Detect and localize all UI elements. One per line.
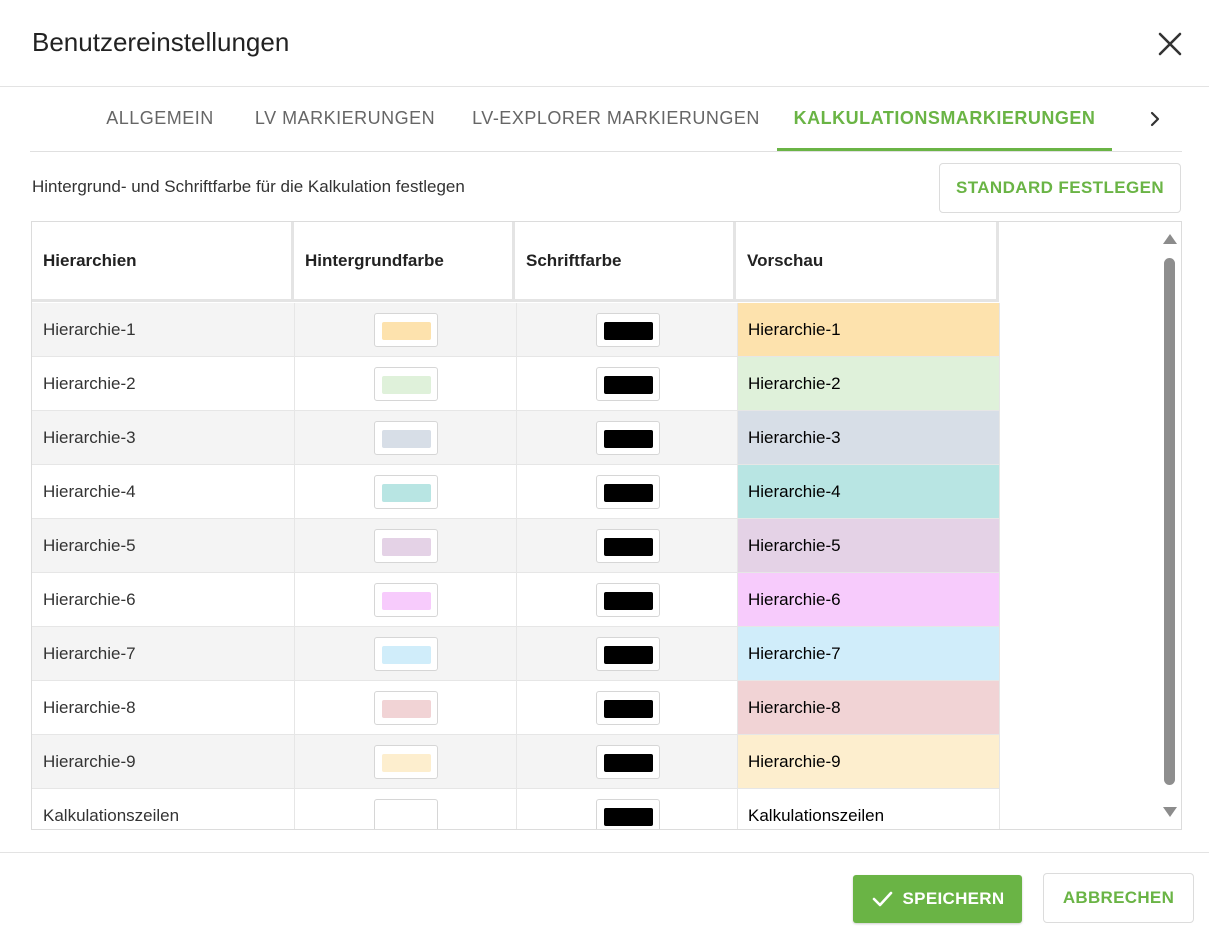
table-scrollbar[interactable] [1158,222,1180,828]
background-color-picker[interactable] [374,421,438,455]
color-swatch [604,700,653,718]
hierarchy-name: Kalkulationszeilen [32,789,295,830]
preview-cell: Hierarchie-2 [738,357,1000,410]
hierarchy-name: Hierarchie-9 [32,735,295,788]
footer-divider [0,852,1209,853]
font-color-picker[interactable] [596,691,660,725]
tab-bar [0,87,1209,151]
table-row [32,411,1000,465]
color-swatch [382,754,431,772]
check-icon [871,888,893,910]
hierarchy-name: Hierarchie-8 [32,681,295,734]
font-color-picker-cell [517,735,738,788]
hierarchy-name: Hierarchie-4 [32,465,295,518]
background-color-picker[interactable] [374,691,438,725]
background-color-picker[interactable] [374,799,438,830]
tab-lv-explorer-markierungen[interactable]: LV-EXPLORER MARKIERUNGEN [472,108,760,128]
table-row [32,465,1000,519]
color-swatch [604,646,653,664]
column-header-hintergrundfarbe[interactable]: Hintergrundfarbe [294,222,515,302]
table-row [32,735,1000,789]
font-color-picker-cell [517,789,738,830]
background-color-picker-cell [295,627,517,680]
color-swatch [382,376,431,394]
font-color-picker[interactable] [596,745,660,779]
font-color-picker[interactable] [596,799,660,830]
font-color-picker[interactable] [596,313,660,347]
background-color-picker[interactable] [374,529,438,563]
background-color-picker[interactable] [374,583,438,617]
preview-cell: Hierarchie-3 [738,411,1000,464]
hierarchy-name: Hierarchie-1 [32,303,295,356]
table-header [32,222,1000,302]
hierarchy-name: Hierarchie-3 [32,411,295,464]
table-row [32,789,1000,830]
color-swatch [382,700,431,718]
tab-lv-markierungen[interactable]: LV MARKIERUNGEN [254,108,436,128]
font-color-picker-cell [517,465,738,518]
background-color-picker-cell [295,411,517,464]
color-swatch [382,538,431,556]
background-color-picker-cell [295,357,517,410]
font-color-picker[interactable] [596,367,660,401]
save-button[interactable] [853,875,1022,923]
font-color-picker-cell [517,573,738,626]
preview-cell: Hierarchie-9 [738,735,1000,788]
color-swatch [382,646,431,664]
preview-cell: Hierarchie-8 [738,681,1000,734]
table-row [32,627,1000,681]
hierarchy-name: Hierarchie-5 [32,519,295,572]
font-color-picker-cell [517,681,738,734]
background-color-picker[interactable] [374,367,438,401]
preview-cell: Hierarchie-4 [738,465,1000,518]
dialog-header [0,0,1209,87]
preview-cell: Hierarchie-5 [738,519,1000,572]
font-color-picker-cell [517,411,738,464]
tab-divider [30,151,1182,152]
table-row [32,357,1000,411]
hierarchy-name: Hierarchie-6 [32,573,295,626]
hierarchy-name: Hierarchie-7 [32,627,295,680]
color-swatch [604,322,653,340]
font-color-picker-cell [517,627,738,680]
color-table [31,221,1182,830]
background-color-picker[interactable] [374,475,438,509]
cancel-button[interactable]: ABBRECHEN [1043,873,1194,923]
font-color-picker[interactable] [596,421,660,455]
table-row [32,519,1000,573]
font-color-picker[interactable] [596,475,660,509]
background-color-picker-cell [295,465,517,518]
background-color-picker-cell [295,735,517,788]
table-row [32,303,1000,357]
color-swatch [604,592,653,610]
scroll-up-arrow-icon[interactable] [1163,234,1177,244]
color-swatch [382,592,431,610]
color-swatch [382,484,431,502]
dialog-title: Benutzereinstellungen [32,27,290,57]
color-swatch [604,484,653,502]
tab-allgemein[interactable]: ALLGEMEIN [106,108,214,128]
scroll-down-arrow-icon[interactable] [1163,807,1177,817]
font-color-picker[interactable] [596,583,660,617]
preview-cell: Hierarchie-7 [738,627,1000,680]
color-swatch [604,538,653,556]
hierarchy-name: Hierarchie-2 [32,357,295,410]
chevron-right-icon[interactable] [1140,104,1170,134]
background-color-picker-cell [295,681,517,734]
color-swatch [604,754,653,772]
column-header-schriftfarbe[interactable]: Schriftfarbe [515,222,736,302]
color-swatch [604,376,653,394]
table-row [32,573,1000,627]
preview-cell: Kalkulationszeilen [738,789,1000,830]
close-icon[interactable] [1152,26,1188,62]
save-button-label: SPEICHERN [902,889,1005,908]
color-swatch [604,430,653,448]
font-color-picker[interactable] [596,529,660,563]
color-swatch [382,430,431,448]
font-color-picker-cell [517,357,738,410]
background-color-picker-cell [295,573,517,626]
column-header-vorschau[interactable]: Vorschau [736,222,999,302]
table-row [32,681,1000,735]
set-default-button[interactable]: STANDARD FESTLEGEN [939,163,1181,213]
background-color-picker-cell [295,303,517,356]
font-color-picker[interactable] [596,637,660,671]
font-color-picker-cell [517,519,738,572]
color-swatch [382,808,431,826]
background-color-picker[interactable] [374,637,438,671]
background-color-picker[interactable] [374,313,438,347]
scroll-thumb[interactable] [1164,258,1175,785]
section-description: Hintergrund- und Schriftfarbe für die Kalkulation festlegen [32,177,465,196]
background-color-picker[interactable] [374,745,438,779]
tab-kalkulationsmarkierungen[interactable]: KALKULATIONSMARKIERUNGEN [777,87,1112,151]
column-header-hierarchien[interactable]: Hierarchien [32,222,294,302]
font-color-picker-cell [517,303,738,356]
preview-cell: Hierarchie-6 [738,573,1000,626]
color-swatch [382,322,431,340]
color-swatch [604,808,653,826]
background-color-picker-cell [295,519,517,572]
background-color-picker-cell [295,789,517,830]
preview-cell: Hierarchie-1 [738,303,1000,356]
